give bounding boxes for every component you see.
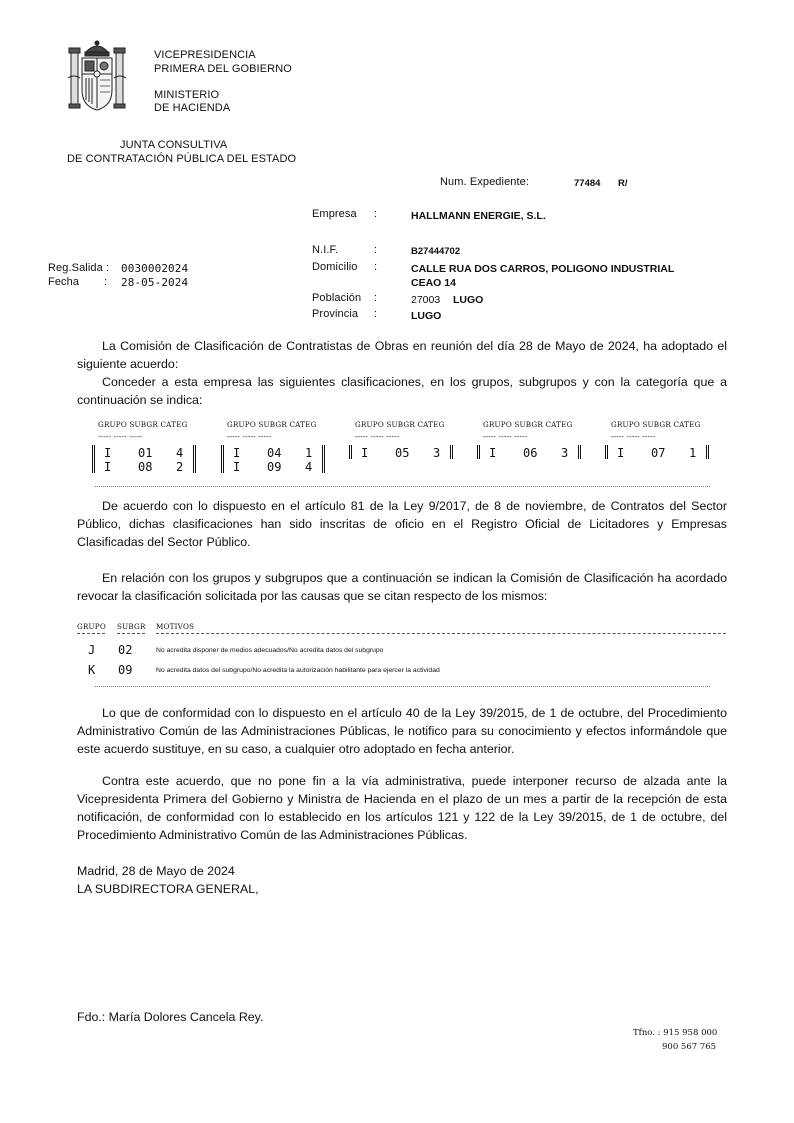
paragraph-conceder: Conceder a esta empresa las siguientes clasificaciones, en los grupos, subgrupos y con la categoría que a continuación se indica: [77, 375, 727, 407]
clasif-bracket-left [92, 445, 95, 473]
clasif-header: GRUPO SUBGR CATEG [611, 420, 701, 429]
clasif-header: GRUPO SUBGR CATEG [227, 420, 317, 429]
coat-of-arms-icon [66, 38, 128, 118]
header-hacienda: DE HACIENDA [154, 102, 231, 114]
clasif-dashes: ----- ----- ----- [483, 432, 528, 441]
clasif-bracket-right [706, 445, 709, 459]
clasif-dashes: ----- ----- ----- [611, 432, 656, 441]
revoc-motivo: No acredita datos del subgrupo/No acredita la autorización habilitante para ejercer la actividad [156, 667, 440, 674]
paragraph-revocar: En relación con los grupos y subgrupos que a continuación se indican la Comisión de Clasificación ha acordado revocar la clasificación solicitada por las causas que se citan respecto de los mismos: [77, 571, 727, 603]
revoc-grupo: J [88, 643, 96, 657]
clasif-subgrupo: 06 [523, 446, 538, 460]
colon: : [374, 208, 378, 220]
clasif-categoria: 4 [176, 446, 184, 460]
clasif-grupo: I [233, 446, 241, 460]
clasif-subgrupo: 05 [395, 446, 410, 460]
junta-consultiva: JUNTA CONSULTIVA [120, 139, 228, 151]
poblacion-label: Población [312, 292, 362, 304]
junta-contratacion: DE CONTRATACIÓN PÚBLICA DEL ESTADO [67, 153, 297, 165]
empresa-label: Empresa [312, 208, 357, 220]
domicilio-line1: CALLE RUA DOS CARROS, POLIGONO INDUSTRIAL [411, 263, 675, 275]
clasif-subgrupo: 07 [651, 446, 666, 460]
clasif-header: GRUPO SUBGR CATEG [98, 420, 188, 429]
empresa-value: HALLMANN ENERGIE, S.L. [411, 210, 546, 222]
clasif-dashes: ----- ----- ----- [227, 432, 272, 441]
clasif-categoria: 1 [305, 446, 313, 460]
clasif-header: GRUPO SUBGR CATEG [355, 420, 445, 429]
clasif-grupo: I [489, 446, 497, 460]
header-vicepresidencia: VICEPRESIDENCIA [154, 49, 256, 61]
firma: Fdo.: María Dolores Cancela Rey. [77, 1010, 264, 1024]
fecha-lugar: Madrid, 28 de Mayo de 2024 [77, 864, 235, 878]
clasif-bracket-right [450, 445, 453, 459]
clasif-grupo: I [233, 460, 241, 474]
clasif-subgrupo: 01 [138, 446, 153, 460]
clasif-bracket-left [221, 445, 224, 473]
clasif-categoria: 2 [176, 460, 184, 474]
expediente-suffix: R/ [618, 178, 628, 189]
clasif-subgrupo: 04 [267, 446, 282, 460]
divider [156, 633, 726, 634]
provincia-value: LUGO [411, 310, 442, 322]
domicilio-line2: CEAO 14 [411, 277, 456, 289]
fecha-label: Fecha [48, 276, 80, 288]
clasif-subgrupo: 08 [138, 460, 153, 474]
paragraph-acuerdo: La Comisión de Clasificación de Contratistas de Obras en reunión del día 28 de Mayo de 2024, ha adoptado el siguiente acuerdo: [77, 339, 727, 371]
reg-salida-label: Reg.Salida : [48, 262, 110, 274]
paragraph-notificacion: Lo que de conformidad con lo dispuesto en el artículo 40 de la Ley 39/2015, de 1 de octubre, del Procedimiento Administrativo Común de las Administraciones Públicas, le notifico para su conocimiento y efectos informándole que este acuerdo sustituye, en su caso, a cualquier otro adoptado en fecha anterior. [77, 706, 727, 756]
colon: : [374, 244, 378, 256]
colon: : [374, 292, 378, 304]
expediente-value: 77484 [574, 178, 601, 189]
nif-label: N.I.F. [312, 244, 339, 256]
colon: : [374, 308, 378, 320]
clasif-bracket-right [322, 445, 325, 473]
clasif-bracket-left [605, 445, 608, 459]
header-primera-gobierno: PRIMERA DEL GOBIERNO [154, 63, 292, 75]
poblacion-cp: 27003 [411, 294, 441, 306]
fecha-value: 28-05-2024 [121, 276, 189, 289]
telefono-second: 900 567 765 [662, 1042, 717, 1052]
clasif-grupo: I [104, 460, 112, 474]
clasif-categoria: 1 [689, 446, 697, 460]
fecha-sep: : [104, 276, 108, 288]
clasif-subgrupo: 09 [267, 460, 282, 474]
domicilio-label: Domicilio [312, 261, 358, 273]
clasif-bracket-left [477, 445, 480, 459]
nif-value: B27444702 [411, 246, 461, 257]
clasif-grupo: I [617, 446, 625, 460]
revoc-header-motivos: MOTIVOS [156, 622, 195, 631]
colon: : [374, 261, 378, 273]
header-ministerio: MINISTERIO [154, 89, 220, 101]
divider [117, 633, 145, 634]
clasif-header: GRUPO SUBGR CATEG [483, 420, 573, 429]
clasif-bracket-right [578, 445, 581, 459]
expediente-label: Num. Expediente: [440, 176, 530, 188]
clasif-dashes: ----- ----- ----- [98, 432, 143, 441]
reg-salida-value: 0030002024 [121, 262, 189, 275]
telefono-label: Tfno. : 915 958 000 [633, 1028, 718, 1038]
provincia-label: Provincia [312, 308, 359, 320]
clasif-grupo: I [361, 446, 369, 460]
divider [95, 686, 710, 687]
paragraph-inscritas: De acuerdo con lo dispuesto en el artículo 81 de la Ley 9/2017, de 8 de noviembre, de Contratos del Sector Público, dichas clasificaciones han sido inscritas de oficio en el Registro Oficial de Licitadores y Empresas Clasificadas del Sector Público. [77, 499, 727, 549]
clasif-grupo: I [104, 446, 112, 460]
revoc-subgrupo: 09 [118, 663, 133, 677]
revoc-subgrupo: 02 [118, 643, 133, 657]
revoc-motivo: No acredita disponer de medios adecuados/No acredita datos del subgrupo [156, 647, 384, 654]
revoc-grupo: K [88, 663, 96, 677]
clasif-categoria: 3 [433, 446, 441, 460]
cargo: LA SUBDIRECTORA GENERAL, [77, 882, 259, 896]
clasif-bracket-left [349, 445, 352, 459]
poblacion-value: LUGO [453, 294, 484, 306]
divider [77, 633, 105, 634]
clasif-categoria: 3 [561, 446, 569, 460]
paragraph-recurso: Contra este acuerdo, que no pone fin a la vía administrativa, puede interponer recurso de alzada ante la Vicepresidenta Primera del Gobierno y Ministra de Hacienda en el plazo de un mes a partir de la recepción de esta notificación, de conformidad con lo establecido en los artículos 121 y 122 de la Ley 39/2015, de 1 de octubre, del Procedimiento Administrativo Común de las Administraciones Públicas. [77, 774, 727, 842]
clasif-bracket-right [193, 445, 196, 473]
revoc-header-subgr: SUBGR [117, 622, 146, 631]
divider [95, 486, 710, 487]
clasif-categoria: 4 [305, 460, 313, 474]
clasif-dashes: ----- ----- ----- [355, 432, 400, 441]
revoc-header-grupo: GRUPO [77, 622, 106, 631]
